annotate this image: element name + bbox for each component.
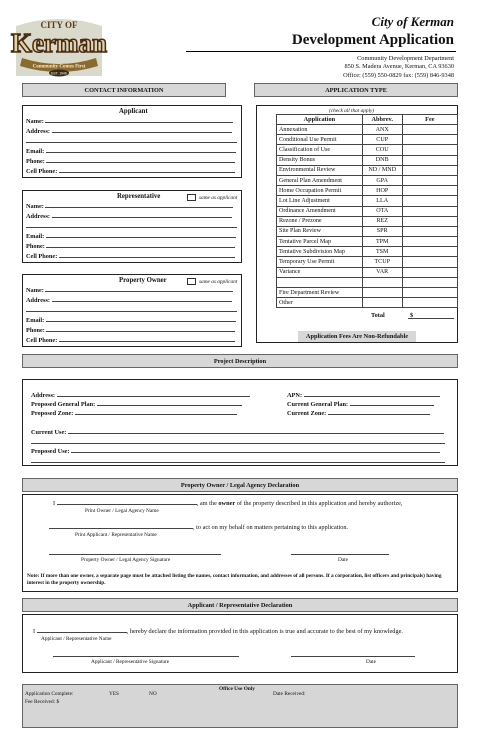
current-zone-field[interactable] xyxy=(328,409,430,415)
abbrev-cell xyxy=(362,288,402,298)
application-type-row[interactable] xyxy=(277,165,458,175)
complete-no-option[interactable]: NO xyxy=(149,691,157,697)
rep-address-field-2[interactable] xyxy=(26,222,237,228)
abbrev-cell: TCUP xyxy=(362,257,402,267)
applicant-title: Applicant xyxy=(119,108,148,115)
owner-phone-field[interactable] xyxy=(46,326,235,332)
proposed-gp-field[interactable] xyxy=(97,400,242,406)
rep-email-row[interactable] xyxy=(26,232,236,240)
owner-declaration-box xyxy=(22,494,458,592)
owner-decl-line2 xyxy=(49,523,348,531)
complete-yes-option[interactable]: YES xyxy=(109,691,120,697)
owner-declaration-bar: Property Owner / Legal Agency Declaration xyxy=(22,478,458,492)
fee-cell[interactable] xyxy=(402,165,457,175)
abbrev-cell xyxy=(362,277,402,287)
current-use-row[interactable] xyxy=(31,428,444,436)
cell-label: Cell Phone: xyxy=(26,253,58,260)
owner-name-row[interactable] xyxy=(26,286,233,294)
current-gp-row[interactable] xyxy=(287,400,434,408)
current-use-field[interactable] xyxy=(68,428,444,434)
email-label: Email: xyxy=(26,233,45,240)
address-label: Address: xyxy=(26,297,51,304)
office-use-title: Office Use Only xyxy=(219,686,255,692)
project-description-bar: Project Description xyxy=(22,354,458,368)
street-address: 850 S. Madera Avenue, Kerman, CA 93630 xyxy=(344,63,454,71)
applicant-declaration-box xyxy=(22,614,458,673)
proposed-zone-field[interactable] xyxy=(75,409,237,415)
proposed-use-field-2[interactable] xyxy=(31,457,445,463)
abbrev-cell: VAR xyxy=(362,267,402,277)
application-type-row[interactable] xyxy=(277,267,458,277)
applicant-name-print-field[interactable] xyxy=(49,523,193,529)
applicant-decl-suffix: , hereby declare the information provided in this application is true and accurate to the best of my knowledge. xyxy=(126,628,403,635)
project-address-row[interactable] xyxy=(31,391,250,399)
application-type-row[interactable] xyxy=(277,257,458,267)
logo-est-text: EST. 1946 xyxy=(51,71,67,76)
print-applicant-caption: Print Applicant / Representative Name xyxy=(75,532,157,538)
property-owner-box xyxy=(22,274,242,347)
applicant-address-line2[interactable] xyxy=(26,137,237,145)
name-label: Name: xyxy=(26,287,44,294)
application-name-cell: Tentative Parcel Map xyxy=(277,237,363,247)
application-type-row[interactable] xyxy=(277,216,458,226)
fee-cell[interactable] xyxy=(402,145,457,155)
applicant-name-field[interactable] xyxy=(45,117,233,123)
fee-cell[interactable] xyxy=(402,125,457,135)
rep-address-field[interactable] xyxy=(52,212,232,218)
owner-signature-field[interactable] xyxy=(49,554,221,555)
application-name-cell: Other xyxy=(277,298,363,308)
application-type-row[interactable] xyxy=(277,237,458,247)
applicant-address-field[interactable] xyxy=(52,127,232,133)
contact-information-bar: CONTACT INFORMATION xyxy=(22,83,226,97)
fee-cell[interactable] xyxy=(402,226,457,236)
document-title: Development Application xyxy=(291,32,454,48)
application-type-row[interactable] xyxy=(277,277,458,287)
fee-cell[interactable] xyxy=(402,257,457,267)
owner-address-line2[interactable] xyxy=(26,306,237,314)
logo-city-of-text: CITY OF xyxy=(40,20,78,30)
application-type-row[interactable] xyxy=(277,145,458,155)
application-type-row[interactable] xyxy=(277,196,458,206)
applicant-signature-field[interactable] xyxy=(53,656,239,657)
abbrev-cell: GPA xyxy=(362,175,402,185)
rep-name-row[interactable] xyxy=(26,202,233,210)
email-label: Email: xyxy=(26,148,45,155)
rep-phone-field[interactable] xyxy=(46,242,235,248)
owner-address-row[interactable] xyxy=(26,296,232,304)
rep-address-row[interactable] xyxy=(26,212,232,220)
fee-cell[interactable] xyxy=(402,206,457,216)
fee-cell[interactable] xyxy=(402,135,457,145)
check-all-note: (check all that apply) xyxy=(329,108,375,114)
abbrev-cell: HOP xyxy=(362,186,402,196)
application-type-row[interactable] xyxy=(277,125,458,135)
rep-cell-row[interactable] xyxy=(26,252,235,260)
fee-cell[interactable] xyxy=(402,216,457,226)
project-address-label: Address: xyxy=(31,392,56,399)
application-name-cell: Tentative Subdivision Map xyxy=(277,247,363,257)
applicant-address-row[interactable] xyxy=(26,127,232,135)
current-zone-row[interactable] xyxy=(287,409,430,417)
owner-name-field[interactable] xyxy=(45,286,233,292)
abbrev-cell: ANX xyxy=(362,125,402,135)
owner-decl-suffix-a: , am the xyxy=(196,500,217,507)
property-owner-title: Property Owner xyxy=(119,277,167,284)
application-name-cell: Environmental Review xyxy=(277,165,363,175)
header-rule xyxy=(186,51,456,52)
abbrev-cell: LLA xyxy=(362,196,402,206)
abbrev-cell: REZ xyxy=(362,216,402,226)
applicant-email-row[interactable] xyxy=(26,147,236,155)
owner-cell-field[interactable] xyxy=(59,336,235,342)
apn-field[interactable] xyxy=(304,391,440,397)
fee-received-label: Fee Received: $ xyxy=(25,699,60,705)
fee-cell[interactable] xyxy=(402,288,457,298)
owner-date-field[interactable] xyxy=(291,554,389,555)
city-logo xyxy=(8,14,110,78)
application-name-cell: Temporary Use Permit xyxy=(277,257,363,267)
abbrev-cell xyxy=(362,298,402,308)
owner-address-field-2[interactable] xyxy=(26,306,237,312)
department-name: Community Development Department xyxy=(357,55,454,62)
logo-banner-text: Community Comes First xyxy=(32,64,86,70)
abbrev-cell: TPM xyxy=(362,237,402,247)
owner-decl-line2-suffix: , to act on my behalf on matters pertaining to this application. xyxy=(193,524,349,531)
abbrev-cell: COU xyxy=(362,145,402,155)
phone-label: Phone: xyxy=(26,158,45,165)
fee-cell[interactable] xyxy=(402,186,457,196)
owner-decl-suffix-b: of the property described in this application and hereby authorize, xyxy=(236,500,403,507)
col-application: Application xyxy=(277,115,363,125)
application-type-row[interactable] xyxy=(277,298,458,308)
applicant-decl-name-caption: Applicant / Representative Name xyxy=(41,636,112,642)
office-phone: Office: (559) 550-0829 fax: (559) 846-9348 xyxy=(343,71,454,79)
fee-cell[interactable] xyxy=(402,267,457,277)
owner-phone-row[interactable] xyxy=(26,326,235,334)
owner-email-row[interactable] xyxy=(26,316,236,324)
abbrev-cell: TSM xyxy=(362,247,402,257)
applicant-decl-line xyxy=(33,627,403,635)
current-use-label: Current Use: xyxy=(31,429,67,436)
proposed-zone-row[interactable] xyxy=(31,409,237,417)
applicant-phone-field[interactable] xyxy=(46,157,235,163)
address-label: Address: xyxy=(26,213,51,220)
applicant-phone-row[interactable] xyxy=(26,157,235,165)
current-use-line2[interactable] xyxy=(31,438,445,446)
phone-label: Phone: xyxy=(26,327,45,334)
application-type-row[interactable] xyxy=(277,175,458,185)
applicant-decl-prefix: I xyxy=(33,628,36,635)
current-gp-field[interactable] xyxy=(350,400,434,406)
application-name-cell: Density Bonus xyxy=(277,155,363,165)
proposed-use-line2[interactable] xyxy=(31,457,445,465)
application-type-row[interactable] xyxy=(277,226,458,236)
ownership-note: Note: If more than one owner, a separate page must be attached listing the names, contact information, and addresses of all persons. If a corporation, list officers and principals) having interest in the property ownership. xyxy=(27,573,442,586)
applicant-cell-field[interactable] xyxy=(59,167,235,173)
owner-email-field[interactable] xyxy=(46,316,236,322)
application-name-cell: Conditional Use Permit xyxy=(277,135,363,145)
owner-same-as-applicant-label: same as applicant xyxy=(199,279,238,285)
table-header-row xyxy=(277,115,458,125)
applicant-declaration-bar: Applicant / Representative Declaration xyxy=(22,598,458,612)
fee-cell[interactable] xyxy=(402,237,457,247)
applicant-address-field-2[interactable] xyxy=(26,137,237,143)
fee-cell[interactable] xyxy=(402,298,457,308)
abbrev-cell: CUP xyxy=(362,135,402,145)
fee-cell[interactable] xyxy=(402,247,457,257)
owner-cell-row[interactable] xyxy=(26,336,235,344)
cell-label: Cell Phone: xyxy=(26,337,58,344)
applicant-signature-caption: Applicant / Representative Signature xyxy=(91,659,170,665)
date-received-label: Date Received: xyxy=(273,691,306,697)
applicant-name-row[interactable] xyxy=(26,117,233,125)
applicant-date-caption: Date xyxy=(366,659,376,665)
application-name-cell: Annexation xyxy=(277,125,363,135)
representative-title: Representative xyxy=(117,193,161,200)
current-zone-label: Current Zone: xyxy=(287,410,327,417)
applicant-email-field[interactable] xyxy=(46,147,236,153)
application-type-row[interactable] xyxy=(277,155,458,165)
rep-name-field[interactable] xyxy=(45,202,233,208)
proposed-use-field[interactable] xyxy=(71,447,440,453)
application-type-bar: APPLICATION TYPE xyxy=(254,83,458,97)
total-label: Total xyxy=(371,312,385,319)
project-address-field[interactable] xyxy=(57,391,250,397)
rep-phone-row[interactable] xyxy=(26,242,235,250)
current-gp-label: Current General Plan: xyxy=(287,401,349,408)
application-name-cell: Rezone / Prezone xyxy=(277,216,363,226)
owner-signature-caption: Property Owner / Legal Agency Signature xyxy=(81,557,171,563)
department-address xyxy=(343,55,454,80)
abbrev-cell: OTA xyxy=(362,206,402,216)
proposed-zone-label: Proposed Zone: xyxy=(31,410,74,417)
application-type-row[interactable] xyxy=(277,186,458,196)
application-name-cell: General Plan Amendment xyxy=(277,175,363,185)
total-field[interactable] xyxy=(408,318,454,319)
project-description-box xyxy=(22,379,458,466)
owner-name-print-field[interactable] xyxy=(57,499,197,505)
non-refundable-notice: Application Fees Are Non-Refundable xyxy=(298,331,416,342)
application-type-row[interactable] xyxy=(277,288,458,298)
cell-label: Cell Phone: xyxy=(26,168,58,175)
application-name-cell: Home Occupation Permit xyxy=(277,186,363,196)
application-name-cell: Lot Line Adjustment xyxy=(277,196,363,206)
rep-address-line2[interactable] xyxy=(26,222,237,230)
email-label: Email: xyxy=(26,317,45,324)
application-type-row[interactable] xyxy=(277,135,458,145)
fee-cell[interactable] xyxy=(402,196,457,206)
col-abbrev: Abbrev. xyxy=(362,115,402,125)
abbrev-cell: SPR xyxy=(362,226,402,236)
fee-cell[interactable] xyxy=(402,175,457,185)
applicant-decl-name-field[interactable] xyxy=(37,627,127,633)
application-name-cell xyxy=(277,277,363,287)
apn-row[interactable] xyxy=(287,391,440,399)
logo-kerman-text: Kerman xyxy=(11,28,107,58)
application-type-row[interactable] xyxy=(277,247,458,257)
application-type-row[interactable] xyxy=(277,206,458,216)
owner-same-as-applicant-checkbox[interactable] xyxy=(187,278,196,285)
proposed-use-row[interactable] xyxy=(31,447,440,455)
current-use-field-2[interactable] xyxy=(31,438,445,444)
office-use-box xyxy=(22,684,458,728)
col-fee: Fee xyxy=(402,115,457,125)
proposed-gp-label: Proposed General Plan: xyxy=(31,401,96,408)
name-label: Name: xyxy=(26,118,44,125)
application-name-cell: Ordinance Amendment xyxy=(277,206,363,216)
proposed-use-label: Proposed Use: xyxy=(31,448,70,455)
owner-date-caption: Date xyxy=(338,557,348,563)
owner-address-field[interactable] xyxy=(52,296,232,302)
application-name-cell: Site Plan Review xyxy=(277,226,363,236)
application-complete-label: Application Complete: xyxy=(25,691,74,697)
application-type-table xyxy=(276,114,458,308)
phone-label: Phone: xyxy=(26,243,45,250)
proposed-gp-row[interactable] xyxy=(31,400,242,408)
applicant-cell-row[interactable] xyxy=(26,167,235,175)
rep-same-as-applicant-checkbox[interactable] xyxy=(187,194,196,201)
rep-email-field[interactable] xyxy=(46,232,236,238)
owner-decl-prefix: I xyxy=(53,500,56,507)
fee-cell[interactable] xyxy=(402,277,457,287)
abbrev-cell: ND / MND xyxy=(362,165,402,175)
applicant-box xyxy=(22,105,242,178)
total-currency: $ xyxy=(410,312,414,319)
rep-same-as-applicant-label: same as applicant xyxy=(199,195,238,201)
applicant-date-field[interactable] xyxy=(291,656,415,657)
city-title: City of Kerman xyxy=(371,14,454,29)
fee-cell[interactable] xyxy=(402,155,457,165)
rep-cell-field[interactable] xyxy=(59,252,235,258)
owner-decl-line1 xyxy=(53,499,403,507)
name-label: Name: xyxy=(26,203,44,210)
application-name-cell: Classification of Use xyxy=(277,145,363,155)
representative-box xyxy=(22,190,242,263)
abbrev-cell: DNB xyxy=(362,155,402,165)
owner-decl-bold-word: owner xyxy=(218,500,236,507)
application-name-cell: Fire Department Review xyxy=(277,288,363,298)
application-name-cell: Variance xyxy=(277,267,363,277)
address-label: Address: xyxy=(26,128,51,135)
apn-label: APN: xyxy=(287,392,303,399)
print-owner-caption: Print Owner / Legal Agency Name xyxy=(85,508,159,514)
